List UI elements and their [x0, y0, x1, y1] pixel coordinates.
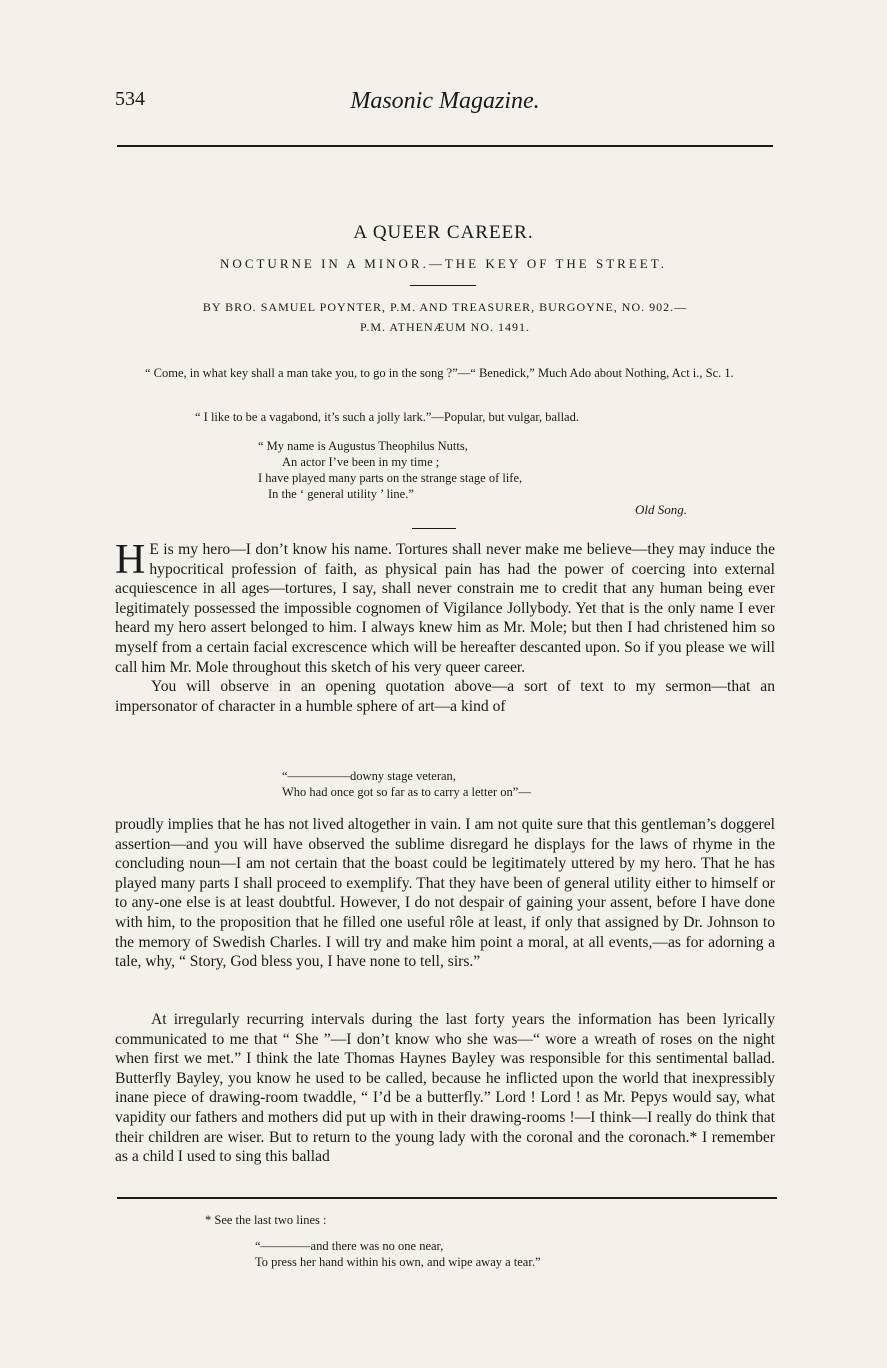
- header-rule: [117, 145, 773, 147]
- byline-line-1: BY BRO. SAMUEL POYNTER, P.M. AND TREASURER, BURGOYNE, NO. 902.—: [202, 300, 688, 314]
- paragraph-3: proudly implies that he has not lived altogether in vain. I am not quite sure that this gentleman’s doggerel assertion—and you will have observed the sublime disregard he displays for the laws of rhyme in the concluding noun—I am not certain that the boast could be legitimately uttered by my hero. That he has played many parts I shall proceed to exemplify. That they have been of general utility either to himself or to any-one else is at least doubtful. However, I do not despair of gaining your assent, before I have done with him, to the proposition that he filled one useful rôle at least, if only that assigned by Dr. Johnson to the memory of Swedish Charles. I will try and make him point a moral, at all events,—as for adorning a tale, why, “ Story, God bless you, I have none to tell, sirs.”: [115, 816, 775, 971]
- poem-line: In the ‘ general utility ’ line.”: [268, 487, 414, 501]
- drop-cap: H: [115, 537, 146, 583]
- poem-attribution: Old Song.: [635, 502, 687, 517]
- footnote-verse: [255, 1238, 541, 1270]
- paragraph-4: At irregularly recurring intervals during the last forty years the information has been lyrically communicated to me that “ She ”—I don’t know who she was—“ wore a wreath of roses on the night when first we met.” I think the late Thomas Haynes Bayley was responsible for this sentimental ballad. Butterfly Bayley, you know he used to be called, because he inflicted upon the world that inexpressibly inane piece of drawing-room twaddle, “ I’d be a butterfly.” Lord ! Lord ! as Mr. Pepys would say, what vapidity our fathers and mothers did put up with in their drawing-rooms !—I think—I really do think that their children are wiser. But to return to the young lady with the coronal and the coronach.* I remember as a child I used to sing this ballad: [115, 1011, 775, 1166]
- epigraph-vagabond: “ I like to be a vagabond, it’s such a jolly lark.”—Popular, but vulgar, ballad.: [195, 410, 579, 424]
- epigraph-poem: [258, 438, 678, 502]
- poem-line: “ My name is Augustus Theophilus Nutts,: [258, 439, 468, 453]
- poem-line: An actor I’ve been in my time ;: [282, 455, 440, 469]
- paragraph-2: You will observe in an opening quotation above—a sort of text to my sermon—that an impersonator of character in a humble sphere of art—a kind of: [115, 678, 775, 715]
- epigraph-divider: [412, 528, 456, 529]
- article-title: A QUEER CAREER.: [353, 222, 534, 243]
- quote-line: Who had once got so far as to carry a letter on”—: [282, 785, 531, 799]
- footnote-line: “————and there was no one near,: [255, 1239, 444, 1253]
- page-header: [115, 88, 775, 128]
- paragraph-1: [115, 537, 775, 716]
- epigraph-benedick: “ Come, in what key shall a man take you, to go in the song ?”—“ Benedick,” Much Ado about Nothing, Act i., Sc. 1.: [145, 366, 734, 380]
- title-divider: [410, 285, 476, 286]
- footnote-rule: [117, 1197, 777, 1199]
- byline-line-2: P.M. ATHENÆUM NO. 1491.: [359, 320, 531, 334]
- article-subtitle: NOCTURNE IN A MINOR.—THE KEY OF THE STREET.: [220, 256, 667, 271]
- quote-line: “—————downy stage veteran,: [282, 769, 456, 783]
- magazine-title: Masonic Magazine.: [350, 88, 540, 114]
- byline: [100, 297, 790, 337]
- poem-line: I have played many parts on the strange stage of life,: [258, 471, 523, 485]
- page-number: 534: [115, 88, 145, 110]
- inline-quote: [282, 768, 531, 800]
- footnote-line: To press her hand within his own, and wipe away a tear.”: [255, 1255, 541, 1269]
- paragraph-1-text: E is my hero—I don’t know his name. Tortures shall never make me believe—they may induce the hypocritical profession of faith, as physical pain has had the power of coercing into external acquiescence in all ages—tortures, I say, shall never constrain me to credit that any human being ever legitimately possessed the impossible cognomen of Vigilance Jollybody. Yet that is the only name I ever heard my hero assert belonged to him. I always knew him as Mr. Mole; but then I had christened him so myself from a certain facial excrescence which will be hereafter descanted upon. So if you please we will call him Mr. Mole throughout this sketch of his very queer career.: [115, 541, 775, 676]
- footnote-intro: * See the last two lines :: [205, 1213, 327, 1227]
